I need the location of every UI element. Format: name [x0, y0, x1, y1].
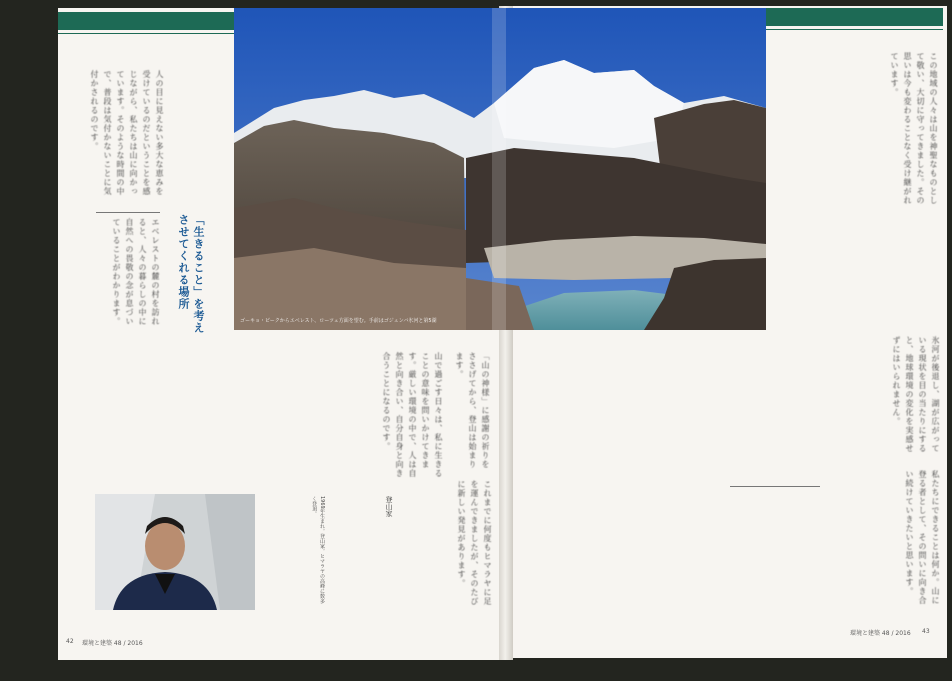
header-rule-left — [58, 33, 234, 34]
text-column: エベレストの麓の村を訪れると、人々の暮らしの中に自然への畏敬の念が息づいていることがわかります。 — [112, 218, 160, 326]
page-number-left: 42 — [66, 638, 74, 645]
text-column: 山で過ごす日々は、私に生きることの意味を問いかけてきます。厳しい環境の中で、人は自然と向き合い、自分自身と向き合うことになるのです。 — [382, 352, 443, 478]
header-bar-right — [765, 8, 943, 26]
text-column: 「山の神様」に感謝の祈りをささげてから、登山は始まります。 — [455, 352, 490, 469]
text-column: 私たちにできることは何か。山に登る者として、その問いに向き合い続けていきたいと思います。 — [905, 470, 940, 605]
heading-line: させてくれる場所 — [177, 214, 190, 310]
running-footer-left: 環境と建築 48 / 2016 — [82, 640, 143, 647]
author-bio: 1969年生まれ。登山家。ヒマラヤの高峰に数多く登頂。 — [311, 496, 325, 604]
photo-caption: ゴーキョ・ピークからエベレスト、ローツェ方面を望む。手前はゴジュンバ氷河と第5湖 — [240, 318, 437, 324]
heading-line: 「生きること」を考え — [192, 214, 205, 334]
header-bar-left — [58, 12, 234, 30]
section-divider — [96, 212, 160, 213]
author-name: 登山家 — [385, 496, 393, 517]
author-portrait — [95, 494, 255, 610]
running-footer-right: 環境と建築 48 / 2016 — [850, 630, 911, 637]
header-rule-right — [765, 29, 943, 30]
text-column: この地域の人々は山を神聖なものとして敬い、大切に守ってきました。その思いは今も変わることなく受け継がれています。 — [890, 52, 938, 205]
page-number-right: 43 — [922, 628, 930, 635]
text-column: これまでに何度もヒマラヤに足を運んできましたが、そのたびに新しい発見があります。 — [457, 480, 492, 606]
text-column: 氷河が後退し、湖が広がっている現状を目の当たりにすると、地球環境の変化を実感せずにはいられません。 — [892, 336, 940, 453]
section-heading — [176, 214, 206, 334]
text-column: 人の目に見えない多大な恵みを受けているのだということを感じながら、私たちは山に向かっています。そのような時間の中で、普段は気付かないことに気付かされるのです。 — [90, 70, 164, 196]
mountain-photo — [234, 8, 766, 330]
